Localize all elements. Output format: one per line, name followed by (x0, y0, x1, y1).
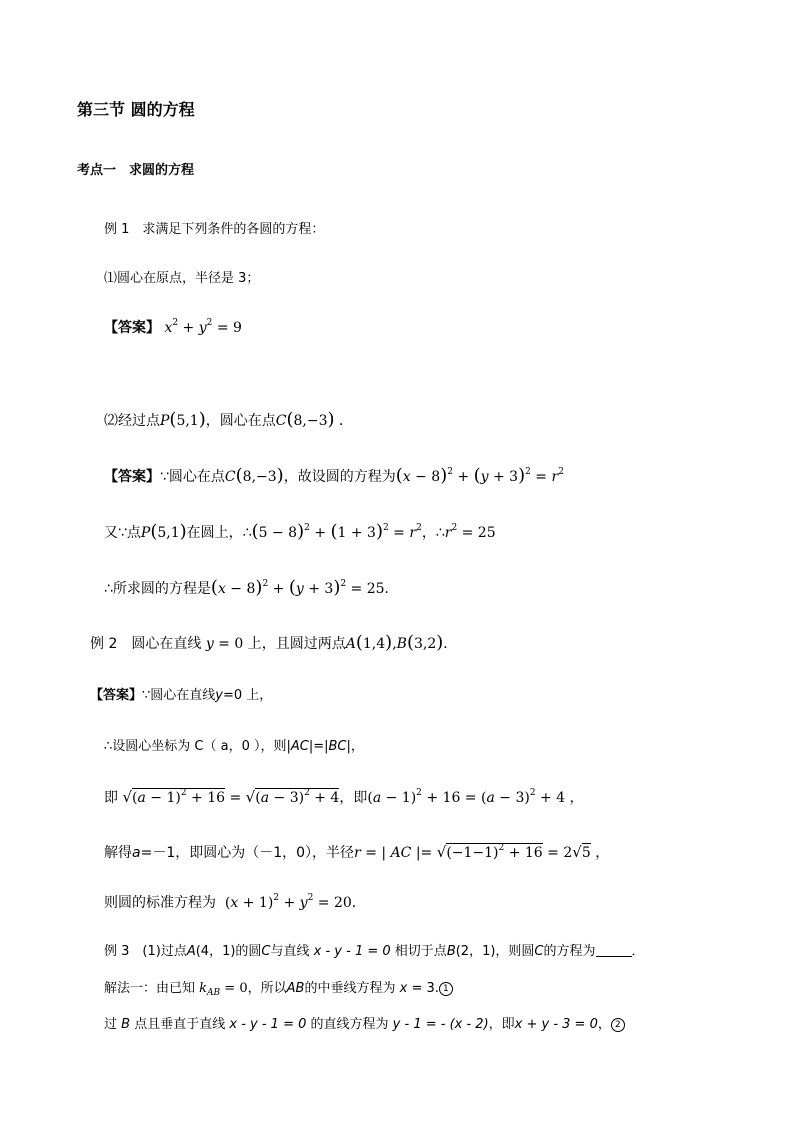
ex1-a2-eq3: $r^2 = 25$ (444, 523, 496, 541)
section-heading (77, 161, 194, 181)
ex2-s3b-text: ，即 (339, 790, 368, 806)
ex2-a-line1 (90, 686, 272, 706)
ex3-m2e: 的直线方程为 (310, 1017, 389, 1032)
ex2-radius-eq: r = | AC |= $√(-1-1)^2 + 16 = 2√5$ (354, 843, 591, 861)
ex1-a2-s2b: 在圆上，∴ (186, 525, 252, 541)
ex2-s4a: 解得 (104, 845, 132, 861)
answer-blank (596, 944, 632, 957)
ex1-q2-a: ⑵经过点 (104, 413, 160, 429)
ex2-s2a: ∴设圆心坐标为 C（ a，0 ），则| (104, 739, 291, 754)
ex3-ii: (2，1)，则圆 (455, 944, 535, 959)
ex1-a2-s3b: ． (384, 581, 399, 597)
ex3-m2g: ，即 (488, 1017, 515, 1032)
ex1-q2 (104, 410, 353, 431)
ex3-m2a: 过 (104, 1017, 118, 1032)
ex2-s3a: 即 (104, 790, 118, 806)
ex2-a-line3 (104, 787, 584, 808)
ex1-a2-point: C(8,−3) (224, 465, 284, 486)
ex3-m1f: = 3. (411, 981, 439, 996)
ex3-il: ． (631, 944, 645, 959)
ex2-s4b: a (132, 845, 141, 861)
ex1-a2-line1 (104, 466, 564, 487)
ex1-a2-s2c: ，∴ (421, 525, 445, 541)
ex3-ia: 例 3 (1)过点 (104, 944, 187, 959)
ex1-a2-s1a: ∵圆心在点 (160, 469, 225, 485)
ex3-ib: A (186, 944, 196, 959)
ex2-intro (90, 633, 457, 654)
circled-number-1: 1 (439, 982, 453, 996)
ex1-q1-text: ⑴圆心在原点，半径是 3； (104, 271, 260, 286)
ex3-ic: (4，1)的圆 (195, 944, 262, 959)
ex1-a2-line3 (104, 578, 399, 599)
page-title-text: 第三节 圆的方程 (77, 100, 195, 119)
ex3-m1d: 的中垂线方程为 (304, 981, 396, 996)
ex3-m2c: 点且垂直于直线 (134, 1017, 226, 1032)
ex1-q1 (104, 269, 259, 289)
ex2-intro-line: y = 0 (205, 636, 244, 652)
ex1-a2-point-p: P(5,1) (140, 521, 187, 542)
ex2-a-line4 (104, 842, 609, 863)
ex2-intro-a: 例 2 圆心在直线 (90, 636, 202, 652)
ex3-m2h: x + y - 3 = 0 (514, 1017, 598, 1032)
ex1-intro-text: 例 1 求满足下列条件的各圆的方程： (104, 222, 325, 237)
ex1-a1-label: 【答案】 (104, 320, 160, 336)
ex3-slope: $k_{AB} = 0$ (199, 981, 248, 998)
ex2-s4d: ， (595, 845, 610, 861)
ex2-a-line2 (104, 737, 364, 757)
ex2-intro-c: ． (443, 636, 458, 652)
ex2-s5a: 则圆的标准方程为 (104, 895, 216, 911)
ex1-intro (104, 220, 324, 240)
ex3-m2d: x - y - 1 = 0 (229, 1017, 307, 1032)
ex2-s2b: AC (290, 739, 309, 754)
ex3-method1-line2 (104, 1015, 625, 1035)
ex2-ans-label: 【答案】 (90, 688, 143, 703)
ex3-ih: B (446, 944, 456, 959)
ex2-s1c: =0 上， (223, 688, 273, 703)
ex2-sqrt-eq: $√(a - 1)^2 + 16 = √(a - 3)^2 + 4$ (122, 788, 340, 806)
ex1-q2-b: ，圆心在点 (205, 413, 276, 429)
ex1-a2-eq4: $(x - 8)^2 + (y + 3)^2 = 25$ (210, 577, 385, 598)
ex2-eq2: $(a - 1)^2 + 16 = (a - 3)^2 + 4$ (367, 788, 566, 806)
ex1-a2-s2a: 又∵点 (104, 525, 141, 541)
ex3-intro (104, 942, 645, 962)
ex3-m1e: x (399, 981, 408, 996)
ex2-s2e: |， (346, 739, 364, 754)
ex2-s3c: ， (569, 790, 584, 806)
ex3-ik: 的方程为 (543, 944, 596, 959)
ex3-ie: 与直线 (270, 944, 310, 959)
ex1-a2-eq: $(x - 8)^2 + (y + 3)^2 = r^2$ (395, 465, 564, 486)
page-title (77, 99, 195, 121)
ex1-q2-point-c: C(8,−3) (275, 409, 335, 430)
ex1-a2-s1b: ，故设圆的方程为 (283, 469, 396, 485)
ex1-a1 (104, 318, 242, 338)
ex3-m1b: ，所以 (247, 981, 287, 996)
ex1-q2-point-p: P(5,1) (160, 409, 206, 430)
ex3-id: C (261, 944, 271, 959)
ex1-a2-line2 (104, 522, 496, 543)
ex3-ij: C (534, 944, 544, 959)
ex1-a2-label: 【答案】 (104, 469, 160, 485)
ex3-m2i: ， (597, 1017, 611, 1032)
ex2-s1a: ∵圆心在直线 (142, 688, 216, 703)
ex2-intro-b: 上，且圆过两点 (247, 636, 346, 652)
ex1-a2-s3a: ∴所求圆的方程是 (104, 581, 211, 597)
ex1-a1-math: $x^2 + y^2 = 9$ (164, 318, 242, 336)
ex2-s2c: |=| (308, 739, 329, 754)
ex2-s1b: y (215, 688, 223, 703)
ex2-s4c: =－1，即圆心为（－1，0），半径 (140, 845, 355, 861)
ex2-intro-points: A(1,4),B(3,2) (345, 632, 444, 653)
ex3-if: x - y - 1 = 0 (313, 944, 391, 959)
ex2-a-line5 (104, 893, 366, 913)
ex1-a2-eq2: $(5 - 8)^2 + (1 + 3)^2 = r^2$ (251, 521, 422, 542)
ex2-s5b: ． (351, 895, 366, 911)
ex3-m2f: y - 1 = - (x - 2) (392, 1017, 489, 1032)
ex2-s2d: BC (328, 739, 347, 754)
ex2-std-eq: $(x + 1)^2 + y^2 = 20$ (224, 893, 352, 911)
ex3-m1a: 解法一：由已知 (104, 981, 196, 996)
ex3-ig: 相切于点 (394, 944, 447, 959)
ex3-method1-line1 (104, 979, 453, 999)
ex1-q2-c: ． (338, 413, 353, 429)
ex3-m2b: B (121, 1017, 131, 1032)
section-heading-text: 考点一 求圆的方程 (77, 163, 195, 178)
circled-number-2: 2 (611, 1018, 625, 1032)
ex3-m1c: AB (286, 981, 305, 996)
